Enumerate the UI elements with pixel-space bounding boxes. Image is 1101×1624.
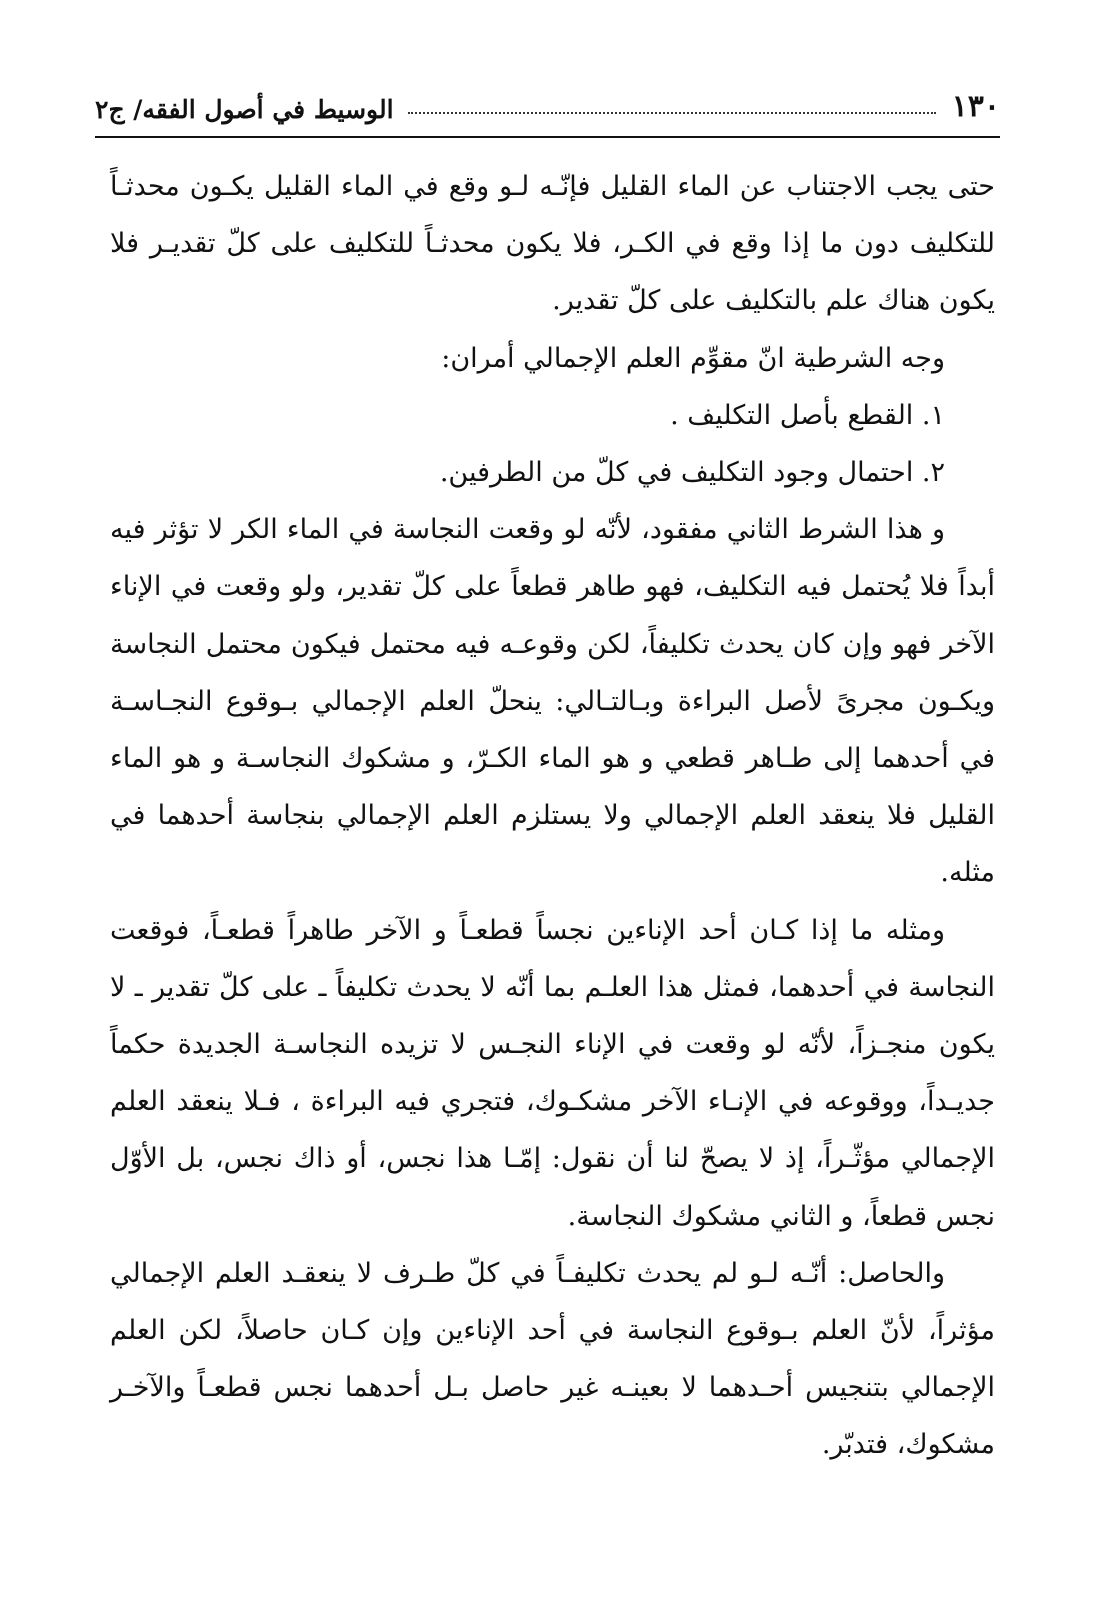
- page-number: ١٣٠: [951, 89, 1000, 124]
- list-item-2: ٢. احتمال وجود التكليف في كلّ من الطرفين.: [439, 457, 945, 489]
- running-title: الوسيط في أصول الفقه/ ج٢: [95, 95, 394, 124]
- page-header: [95, 80, 1000, 124]
- paragraph-4: ومثله ما إذا كـان أحد الإناءين نجساً قطعـاً و الآخر طاهراً قطعـاً، فوقعت النجاسة في أحدهما، فمثل هذا العلـم بما أنّه لا يحدث تكليفاً ـ على كلّ تقدير ـ لا يكون منجـزاً، لأنّه لو وقعت في الإناء النجـس لا تزيده النجاسـة الجديدة حكماً جديـداً، ووقوعه في الإنـاء الآخر مشكـوك، فتجري فيه البراءة ، فـلا ينعقد العلم الإجمالي مؤثّـراً، إذ لا يصحّ لنا أن نقول: إمّـا هذا نجس، أو ذاك نجس، بل الأوّل نجس قطعاً، و الثاني مشكوك النجاسة.: [110, 914, 995, 1232]
- page-body: [110, 158, 995, 1474]
- list-item-1: ١. القطع بأصل التكليف .: [670, 399, 945, 431]
- paragraph-1: حتى يجب الاجتناب عن الماء القليل فإنّـه لـو وقع في الماء القليل يكـون محدثـاً للتكليف دون ما إذا وقع في الكـر، فلا يكون محدثـاً للتكليف على كلّ تقديـر فلا يكون هناك علم بالتكليف على كلّ تقدير.: [110, 171, 995, 317]
- paragraph-2: وجه الشرطية انّ مقوِّم العلم الإجمالي أمران:: [441, 342, 945, 374]
- paragraph-5: والحاصل: أنّـه لـو لم يحدث تكليفـاً في كلّ طـرف لا ينعقـد العلم الإجمالي مؤثراً، لأنّ العلم بـوقوع النجاسة في أحد الإناءين وإن كـان حاصلاً، لكن العلم الإجمالي بتنجيس أحـدهما لا بعينـه غير حاصل بـل أحدهما نجس قطعـاً والآخـر مشكوك، فتدبّر.: [110, 1257, 995, 1461]
- header-rule: [95, 136, 1000, 138]
- header-dotted-leader: [408, 112, 936, 114]
- paragraph-3: و هذا الشرط الثاني مفقود، لأنّه لو وقعت النجاسة في الماء الكر لا تؤثر فيه أبداً فلا يُحتمل فيه التكليف، فهو طاهر قطعاً على كلّ تقدير، ولو وقعت في الإناء الآخر فهو وإن كان يحدث تكليفاً، لكن وقوعـه فيه محتمل فيكون محتمل النجاسة ويكـون مجرىً لأصل البراءة وبـالتـالي: ينحلّ العلم الإجمالي بـوقوع النجـاسـة في أحدهما إلى طـاهر قطعي و هو الماء الكـرّ، و مشكوك النجاسـة و هو الماء القليل فلا ينعقد العلم الإجمالي ولا يستلزم العلم الإجمالي بنجاسة أحدهما في مثله.: [110, 514, 995, 889]
